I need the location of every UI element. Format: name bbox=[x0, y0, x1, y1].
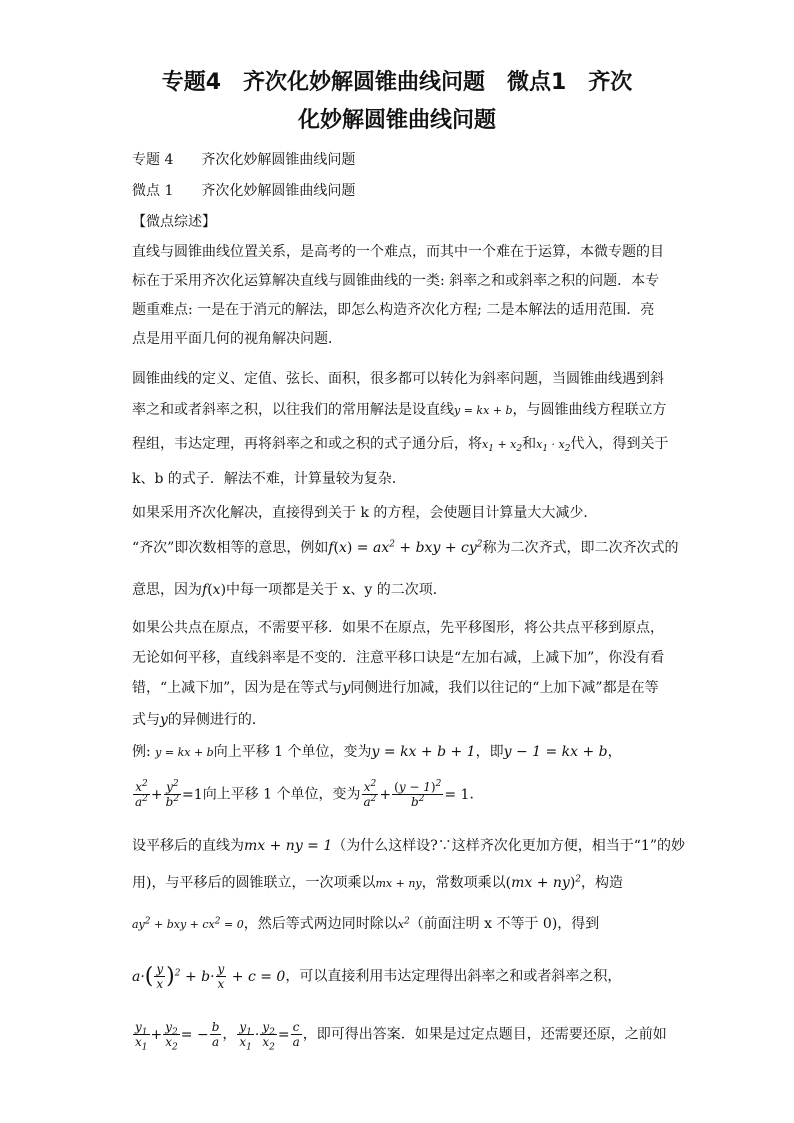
para5-line4-b: 的异侧进行的． bbox=[167, 712, 266, 728]
para6-line2-a: 用)，与平移后的圆锥联立，一次项乘以 bbox=[132, 875, 376, 891]
section-heading: 【微点综述】 bbox=[132, 214, 216, 230]
para4-line2-b: 中每一项都是关于 x、y 的二次项． bbox=[226, 582, 447, 598]
point-line: 微点 1 齐次化妙解圆锥曲线问题 bbox=[132, 183, 356, 199]
para6-line2-c: ，构造 bbox=[581, 875, 624, 891]
para6-line4 bbox=[132, 962, 621, 991]
para5-line4-a: 式与 bbox=[132, 712, 160, 728]
para2-line2-tail: ，与圆锥曲线方程联立方 bbox=[512, 402, 667, 418]
para6-line1-b: （为什么这样设?∵这样齐次化更加方便，相当于“1”的妙 bbox=[332, 838, 685, 854]
para2-line2 bbox=[132, 400, 667, 421]
para1-line1: 直线与圆锥曲线位置关系，是高考的一个难点，而其中一个难在于运算，本微专题的目 bbox=[132, 244, 664, 260]
para4-line1-b: 称为二次齐式，即二次齐次式的 bbox=[482, 540, 679, 556]
formula-homogeneous-eq: $ay^2$ + bxy + $cx^2 = 0$ bbox=[132, 916, 244, 931]
para6-line5-a: ， bbox=[222, 1026, 237, 1043]
formula-line-orig: y = kx + b bbox=[155, 746, 214, 759]
topic-line: 专题 4 齐次化妙解圆锥曲线问题 bbox=[132, 152, 356, 168]
example-line2-a: 向上平移 1 个单位，变为 bbox=[202, 786, 361, 803]
para6-line5-b: ，即可得出答案．如果是过定点题目，还需要还原，之前如 bbox=[302, 1026, 667, 1043]
para4-line2 bbox=[132, 580, 447, 600]
para2-line3-a: 程组，韦达定理，再将斜率之和或之积的式子通分后，将 bbox=[132, 436, 482, 452]
formula-quadratic-form: $f(x) = ax^2$ + bxy + $cy^2$ bbox=[328, 539, 483, 556]
formula-mx-ny: mx + ny = 1 bbox=[244, 838, 333, 854]
formula-mx-ny-squared: (mx + ny)$^2$ bbox=[505, 874, 582, 891]
para1-line2: 标在于采用齐次化运算解决直线与圆锥曲线的一类: 斜率之和或斜率之积的问题．本专 bbox=[132, 273, 660, 289]
para6-line3-b: （前面注明 x 不等于 0)，得到 bbox=[409, 916, 600, 932]
para1-line4: 点是用平面几何的视角解决问题． bbox=[132, 331, 342, 347]
formula-slope-quadratic: a·( $\frac{y}{x}$ )$^2$ + b· $\frac{y}{x}$ + c = 0 bbox=[132, 962, 286, 991]
title-line-2: 化妙解圆锥曲线问题 bbox=[297, 108, 496, 133]
example-line2-b: ． bbox=[469, 786, 484, 803]
para6-line2 bbox=[132, 873, 623, 894]
para6-line3 bbox=[132, 914, 599, 935]
example-line1-d: ， bbox=[607, 744, 622, 760]
para2-line2-text: 率之和或者斜率之积，以往我们的常用解法是设直线 bbox=[132, 402, 454, 418]
para2-line4: k、b 的式子．解法不难，计算量较为复杂． bbox=[132, 471, 406, 487]
para2-line3 bbox=[132, 434, 669, 455]
para5-line3-b: 同侧进行加减，我们以往记的“上加下减”都是在等 bbox=[350, 680, 659, 696]
para2-line3-b: 和 bbox=[522, 436, 537, 452]
para4-line1 bbox=[132, 538, 678, 558]
example-line2 bbox=[132, 780, 483, 809]
para6-line3-a: ，然后等式两边同时除以 bbox=[243, 916, 398, 932]
formula-x-sum: $x_1 + x_2$ bbox=[482, 438, 523, 455]
para5-line2: 无论如何平移，直线斜率是不变的．注意平移口诀是“左加右减，上减下加”，你没有看 bbox=[132, 650, 665, 666]
para5-line1: 如果公共点在原点，不需要平移．如果不在原点，先平移图形，将公共点平移到原点， bbox=[132, 620, 664, 636]
formula-line-rewritten: y − 1 = kx + b bbox=[503, 744, 608, 760]
title-line-1: 专题4 齐次化妙解圆锥曲线问题 微点1 齐次 bbox=[161, 70, 633, 95]
example-label: 例: bbox=[132, 744, 156, 760]
example-line1-c: ，即 bbox=[475, 744, 504, 760]
formula-fx: f(x) bbox=[202, 582, 227, 598]
document-title bbox=[110, 64, 684, 140]
formula-mx-plus-ny: mx + ny bbox=[375, 877, 422, 890]
example-line1-b: 向上平移 1 个单位，变为 bbox=[213, 744, 372, 760]
para4-line2-a: 意思，因为 bbox=[132, 582, 202, 598]
formula-ellipse-shifted: $\frac{x^2}{a^2}$ + $\frac{(y - 1)^2}{b^2}$ = 1 bbox=[363, 779, 470, 809]
para2-line1: 圆锥曲线的定义、定值、弦长、面积，很多都可以转化为斜率问题，当圆锥曲线遇到斜 bbox=[132, 371, 664, 387]
formula-y-var-2: y bbox=[160, 712, 168, 728]
para3-line1: 如果采用齐次化解决，直接得到关于 k 的方程，会使题目计算量大大减少． bbox=[132, 505, 598, 521]
para6-line5 bbox=[132, 1020, 667, 1053]
formula-x-squared: $x^2$ bbox=[397, 916, 410, 931]
para4-line1-a: “齐次”即次数相等的意思，例如 bbox=[132, 540, 329, 556]
para6-line2-b: ，常数项乘以 bbox=[421, 875, 506, 891]
para5-line4 bbox=[132, 710, 266, 730]
formula-slope-product: $\frac{y_1}{x_1}$ · $\frac{y_2}{x_2}$ = $\frac{c}{a}$ bbox=[239, 1020, 300, 1053]
formula-line-shifted: y = kx + b + 1 bbox=[371, 744, 476, 760]
para2-line3-c: 代入，得到关于 bbox=[570, 436, 669, 452]
para6-line1 bbox=[132, 836, 685, 856]
para5-line3-a: 错，“上减下加”，因为是在等式与 bbox=[132, 680, 343, 696]
formula-x-product: $x_1 \cdot x_2$ bbox=[536, 438, 571, 455]
example-line1 bbox=[132, 742, 622, 763]
para6-line1-a: 设平移后的直线为 bbox=[132, 838, 244, 854]
para6-line4-text: ，可以直接利用韦达定理得出斜率之和或者斜率之积， bbox=[285, 968, 622, 985]
formula-slope-sum: $\frac{y_1}{x_1}$ + $\frac{y_2}{x_2}$ = − $\frac{b}{a}$ bbox=[135, 1020, 220, 1053]
para5-line3 bbox=[132, 678, 659, 698]
formula-line-eq: y = kx + b bbox=[454, 404, 513, 417]
formula-ellipse: $\frac{x^2}{a^2}$ + $\frac{y^2}{b^2}$ =1 bbox=[135, 779, 203, 809]
formula-y-var: y bbox=[342, 680, 351, 696]
para1-line3: 题重难点: 一是在于消元的解法，即怎么构造齐次化方程; 二是本解法的适用范围．亮 bbox=[132, 302, 655, 318]
